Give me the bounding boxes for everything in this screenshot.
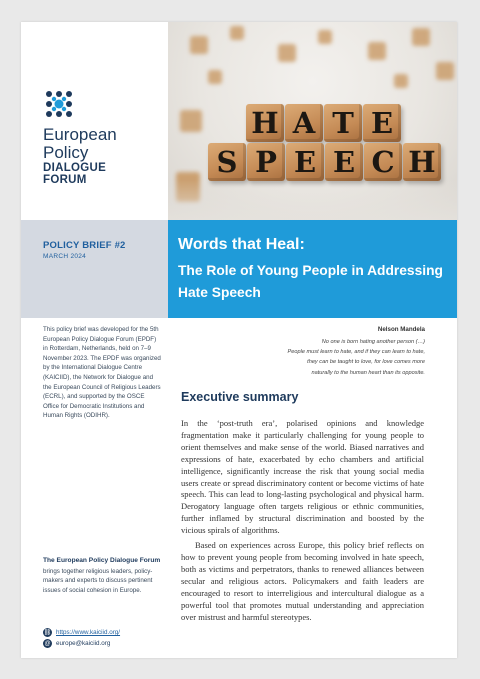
quote-line: People must learn to hate, and if they can learn to hate, [287,349,425,356]
website-url[interactable]: https://www.kaiciid.org/ [56,629,121,636]
hero-letter-block: H [246,104,284,142]
hero-letter-block: A [285,104,323,142]
hero-letter-block: E [286,143,324,181]
email-contact[interactable] [43,638,110,649]
about-epdf-heading: The European Policy Dialogue Forum [43,557,161,564]
hero-letter-block: S [208,143,246,181]
sidebar-intro-text: This policy brief was developed for the 5th European Policy Dialogue Forum (EPDF) in Rotterdam, Netherlands, held on 7–9 November 2023. The EPDF was organized by the International Dialogue Centre (KAICIID), the Network for Dialogue and the European Council of Religious Leaders (ECRL), and supported by the OSCE Office for Democratic Institutions and Human Rights (ODIHR). [43,326,161,420]
main-column [168,318,457,658]
policy-brief-page [21,22,457,658]
publication-date: MARCH 2024 [43,253,87,260]
hero-letter-block: E [325,143,363,181]
quote-line: they can be taught to love, for love comes more [307,359,425,366]
document-subtitle: The Role of Young People in Addressing Hate Speech [178,263,443,300]
sidebar [21,318,168,658]
logo-line-dialogue: DIALOGUE [43,161,107,174]
policy-brief-label-box [21,220,168,318]
quote-line: No one is born hating another person (…) [321,339,425,345]
email-address[interactable]: europe@kaiciid.org [56,640,111,647]
hero-letter-block: H [403,143,441,181]
summary-paragraph: Based on experiences across Europe, this policy brief reflects on how to prevent young people from becoming involved in hate speech, both as victims and perpetrators, thanks to renewed alliances between secular and religious actors. Policymakers and faith leaders are encouraged to resort to interreligious and intercultural dialogue as a powerful tool that promotes mutual understanding and appreciation over mistrust and harmful stereotypes. [181,540,424,622]
hero-letter-block: E [363,104,401,142]
executive-summary-body [181,418,424,623]
logo-wordmark [43,126,117,186]
quote-line: naturally to the human heart than its opposite. [311,369,425,376]
title-box [168,220,457,318]
logo-area [21,22,168,220]
logo-line-forum: FORUM [43,173,87,186]
logo-line-policy: Policy [43,142,89,162]
hero-letter-block: C [364,143,402,181]
logo-line-european: European [43,125,117,144]
hero-letter-block: T [324,104,362,142]
website-link[interactable] [43,627,120,638]
link-icon: ⛓ [43,630,52,636]
document-title: Words that Heal: [178,236,305,253]
hero-letter-block: P [247,143,285,181]
executive-summary-heading: Executive summary [181,390,299,404]
summary-paragraph: In the ‘post-truth era’, polarised opinions and knowledge fragmentation make it particularly challenging for young people to orient themselves and make sense of the world. Biased narratives and expressions of hate, exacerbated by echo chambers and artificial intelligence, significantly increase the risk that young social media users create or spread discriminatory content or become victims of hate speech. This can lead to long-lasting psychological and physical harm. Derogatory language often targets religious or ethnic communities, further inflamed by structural discrimination and boosted by the vicious spirals of algorithms. [181,418,424,536]
policy-brief-number: POLICY BRIEF #2 [43,240,126,251]
email-icon: @ [44,640,51,647]
quote-text [195,337,425,378]
quote-author: Nelson Mandela [377,326,425,333]
epdf-logo-icon [43,88,75,120]
about-epdf-text: brings together religious leaders, policy-makers and experts to discuss pertinent issues of social cohesion in Europe. [43,568,153,594]
hero-image-hate-speech-blocks [168,22,457,220]
